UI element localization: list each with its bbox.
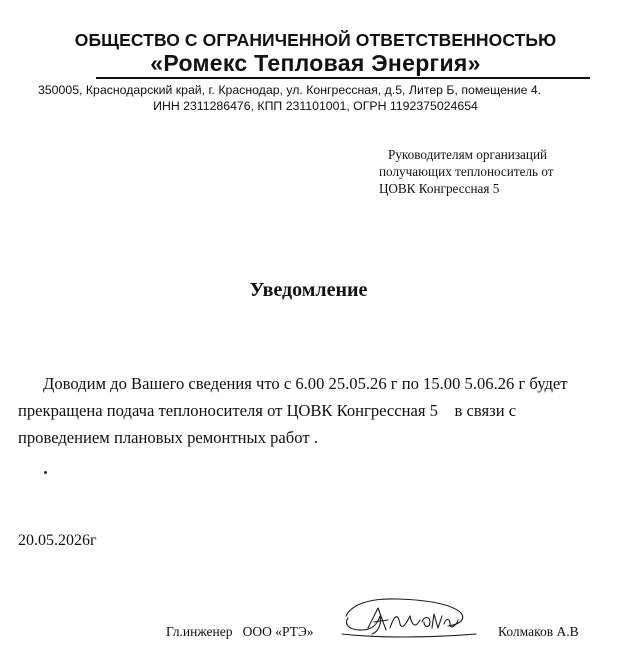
addressee-line: ЦОВК Конгрессная 5	[379, 181, 500, 196]
notice-line: проведением плановых ремонтных работ .	[18, 428, 318, 447]
org-address: 350005, Краснодарский край, г. Краснодар, ул. Конгрессная, д.5, Литер Б, помещение 4.	[38, 83, 542, 97]
document-date: 20.05.2026г	[18, 532, 97, 549]
signer-name: Колмаков А.В	[498, 624, 579, 639]
org-registration-ids: ИНН 2311286476, КПП 231101001, ОГРН 1192375024654	[153, 99, 478, 113]
notice-line: прекращена подача теплоносителя от ЦОВК Конгрессная 5 в связи с	[18, 401, 517, 420]
notice-body	[18, 370, 568, 451]
notice-line: Доводим до Вашего сведения что с 6.00 25.05.26 г по 15.00 5.06.26 г будет	[43, 374, 568, 393]
header-divider	[96, 77, 590, 79]
addressee-block	[379, 146, 554, 197]
addressee-line: получающих теплоноситель от	[379, 164, 554, 179]
document-title: Уведомление	[249, 279, 368, 301]
org-name-heading: «Ромекс Тепловая Энергия»	[150, 50, 481, 76]
org-type-heading: ОБЩЕСТВО С ОГРАНИЧЕННОЙ ОТВЕТСТВЕННОСТЬЮ	[74, 30, 557, 50]
stray-mark	[44, 471, 47, 474]
addressee-line: Руководителям организаций	[388, 147, 548, 162]
signer-role: Гл.инженер ООО «РТЭ»	[166, 624, 314, 639]
signature-icon	[338, 594, 478, 646]
